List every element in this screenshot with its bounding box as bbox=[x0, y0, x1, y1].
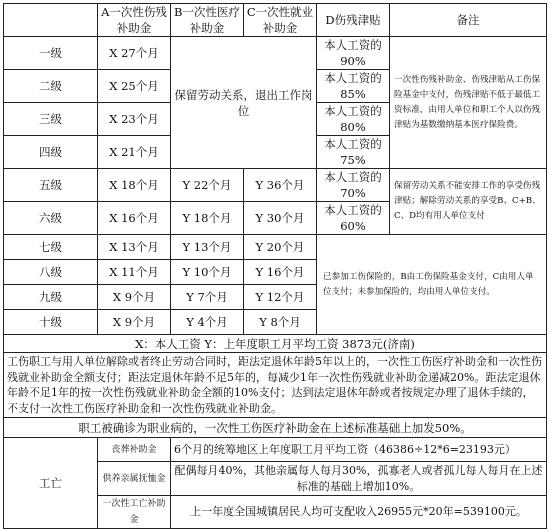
header-col-c: C一次性就业补助金 bbox=[244, 4, 317, 37]
grade-col-b: Y 7个月 bbox=[171, 285, 244, 310]
grade-col-d: 本人工资的80% bbox=[317, 103, 390, 136]
grade-col-c: Y 16个月 bbox=[244, 260, 317, 285]
grade-col-a: X 18个月 bbox=[98, 169, 171, 202]
grade-level: 二级 bbox=[4, 70, 98, 103]
header-col-d: D伤残津贴 bbox=[317, 4, 390, 37]
grade-col-c: Y 36个月 bbox=[244, 169, 317, 202]
remark-grades-7-10: 已参加工伤保险的，B由工伤保险基金支付，C由用人单位支付；未参加保险的，均由用人单位支付。 bbox=[317, 235, 547, 335]
retirement-paragraph: 工伤职工与用人单位解除或者终止劳动合同时，距法定退休年龄5年以上的，一次性工伤医疗补助金和一次性伤残就业补助金全额支付；距法定退休年龄不足5年的，每减少1年一次性伤残就业补助金递减20%。距法定退休年龄不足1年的按一次性伤残就业补助金全额的10%支付；达到法定退休年龄或者按规定办理了退休手续的，不支付一次性工伤医疗补助金和一次性伤残就业补助金。 bbox=[4, 353, 547, 418]
grade-col-c: Y 8个月 bbox=[244, 310, 317, 335]
grade-col-d: 本人工资的85% bbox=[317, 70, 390, 103]
grade-col-c: Y 20个月 bbox=[244, 235, 317, 260]
death-item-name: 丧葬补助金 bbox=[98, 438, 171, 462]
remark-grades-1-4: 一次性伤残补助金、伤残津贴从工伤保险基金中支付，伤残津贴不低于最低工资标准，由用人单位和职工个人以伤残津贴为基数缴纳基本医疗保险费。 bbox=[390, 37, 547, 169]
grade-col-d: 本人工资的70% bbox=[317, 169, 390, 202]
grade-col-b: Y 4个月 bbox=[171, 310, 244, 335]
grade-col-a: X 23个月 bbox=[98, 103, 171, 136]
grade-col-d: 本人工资的90% bbox=[317, 37, 390, 70]
bc-note-grades-1-4: 保留劳动关系，退出工作岗位 bbox=[171, 37, 317, 169]
grade-col-b: Y 10个月 bbox=[171, 260, 244, 285]
grade-col-b: Y 13个月 bbox=[171, 235, 244, 260]
grade-col-b: Y 22个月 bbox=[171, 169, 244, 202]
grade-level: 七级 bbox=[4, 235, 98, 260]
grade-level: 三级 bbox=[4, 103, 98, 136]
grade-col-c: Y 12个月 bbox=[244, 285, 317, 310]
header-remark: 备注 bbox=[390, 4, 547, 37]
grade-col-a: X 21个月 bbox=[98, 136, 171, 169]
header-col-a: A一次性伤残补助金 bbox=[98, 4, 171, 37]
death-item-name: 供养亲属抚恤金 bbox=[98, 462, 171, 496]
grade-col-a: X 25个月 bbox=[98, 70, 171, 103]
grade-level: 一级 bbox=[4, 37, 98, 70]
grade-col-a: X 13个月 bbox=[98, 235, 171, 260]
death-label: 工亡 bbox=[4, 438, 98, 529]
xy-note: X：本人工资 Y：上年度职工月平均工资 3873元(济南) bbox=[4, 335, 547, 353]
grade-level: 五级 bbox=[4, 169, 98, 202]
header-col-b: B一次性医疗补助金 bbox=[171, 4, 244, 37]
grade-col-a: X 27个月 bbox=[98, 37, 171, 70]
grade-level: 六级 bbox=[4, 202, 98, 235]
grade-level: 十级 bbox=[4, 310, 98, 335]
grade-level: 四级 bbox=[4, 136, 98, 169]
grade-col-d: 本人工资的75% bbox=[317, 136, 390, 169]
grade-col-d: 本人工资的60% bbox=[317, 202, 390, 235]
occupational-disease-note: 职工被确诊为职业病的，一次性工伤医疗补助金在上述标准基础上加发50%。 bbox=[4, 418, 547, 438]
death-item-value: 6个月的统筹地区上年度职工月平均工资（46386÷12*6=23193元） bbox=[171, 438, 547, 462]
grade-level: 九级 bbox=[4, 285, 98, 310]
grade-level: 八级 bbox=[4, 260, 98, 285]
death-item-value: 上一年度全国城镇居民人均可支配收入26955元*20年=539100元。 bbox=[171, 496, 547, 529]
header-blank bbox=[4, 4, 98, 37]
grade-col-a: X 16个月 bbox=[98, 202, 171, 235]
death-item-value: 配偶每月40%，其他亲属每人每月30%，孤寡老人或者孤儿每人每月在上述标准的基础上增加10%。 bbox=[171, 462, 547, 496]
grade-col-c: Y 30个月 bbox=[244, 202, 317, 235]
remark-grades-5-6: 保留劳动关系不能安排工作的享受伤残津贴；解除劳动关系的享受B、C+B、C、D均有用人单位支付 bbox=[390, 169, 547, 235]
injury-compensation-table bbox=[3, 3, 547, 529]
grade-col-a: X 9个月 bbox=[98, 285, 171, 310]
death-item-name: 一次性工亡补助金 bbox=[98, 496, 171, 529]
grade-col-b: Y 18个月 bbox=[171, 202, 244, 235]
grade-col-a: X 11个月 bbox=[98, 260, 171, 285]
grade-col-a: X 9个月 bbox=[98, 310, 171, 335]
